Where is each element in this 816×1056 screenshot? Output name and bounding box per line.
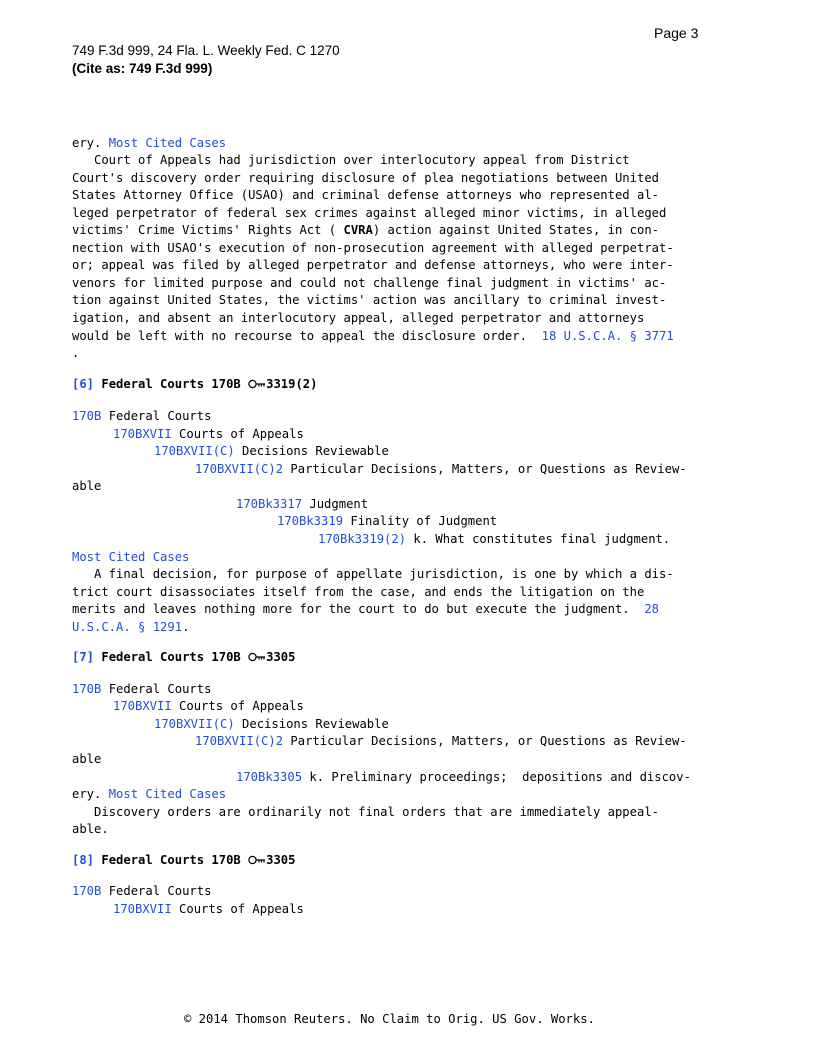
most-cited-cases-link[interactable]: Most Cited Cases	[108, 136, 227, 150]
topic-line: 170B Federal Courts	[72, 682, 212, 696]
topic-link[interactable]: 170BXVII	[113, 902, 172, 916]
topic-link[interactable]: 170BXVII(C)	[154, 717, 235, 731]
topic-line: 170BXVII(C) Decisions Reviewable	[154, 717, 389, 731]
text-line: U.S.C.A. § 1291.	[72, 620, 190, 634]
topic-line: 170BXVII(C) Decisions Reviewable	[154, 444, 389, 458]
topic-line: 170BXVII Courts of Appeals	[113, 699, 304, 713]
topic-line: 170B Federal Courts	[72, 884, 212, 898]
topic-line: 170BXVII Courts of Appeals	[113, 902, 304, 916]
citation: 749 F.3d 999, 24 Fla. L. Weekly Fed. C 1270	[72, 43, 340, 58]
text-line: nection with USAO's execution of non-prosecution agreement with alleged perpetrat-	[72, 241, 674, 255]
topic-line: ery. Most Cited Cases	[72, 787, 227, 801]
most-cited-cases-link[interactable]: Most Cited Cases	[108, 787, 227, 801]
topic-line: 170BXVII Courts of Appeals	[113, 427, 304, 441]
topic-line: 170BXVII(C)2 Particular Decisions, Matters, or Questions as Review-	[195, 462, 687, 476]
headnote-7-link[interactable]: [7]	[72, 650, 95, 664]
topic-link[interactable]: 170BXVII	[113, 427, 172, 441]
text-line: States Attorney Office (USAO) and criminal defense attorneys who represented al-	[72, 188, 659, 202]
key-icon	[248, 854, 266, 866]
most-cited-cases-link[interactable]: Most Cited Cases	[72, 550, 190, 564]
topic-line: 170B Federal Courts	[72, 409, 212, 423]
key-icon	[248, 651, 266, 663]
topic-link[interactable]: 170B	[72, 682, 102, 696]
statute-link[interactable]: 18 U.S.C.A. § 3771	[541, 329, 674, 343]
copyright-footer: © 2014 Thomson Reuters. No Claim to Orig. US Gov. Works.	[184, 1012, 595, 1026]
statute-link[interactable]: U.S.C.A. § 1291	[72, 620, 183, 634]
text-line: or; appeal was filed by alleged perpetrator and defense attorneys, who were inter-	[72, 258, 674, 272]
text-line: ery. Most Cited Cases	[72, 136, 227, 150]
topic-line: 170Bk3317 Judgment	[236, 497, 369, 511]
key-icon	[248, 378, 266, 390]
cvra-term: CVRA	[343, 223, 373, 237]
topic-link[interactable]: 170BXVII(C)2	[195, 734, 284, 748]
text-line: venors for limited purpose and could not challenge final judgment in victims' ac-	[72, 276, 667, 290]
topic-line: 170Bk3319 Finality of Judgment	[277, 514, 498, 528]
topic-link[interactable]: 170B	[72, 884, 102, 898]
headnote-6-link[interactable]: [6]	[72, 377, 95, 391]
headnote-7-heading: [7] Federal Courts 170B 3305	[72, 650, 296, 664]
text-line: Discovery orders are ordinarily not final orders that are immediately appeal-	[72, 805, 659, 819]
cite-as: (Cite as: 749 F.3d 999)	[72, 61, 213, 76]
text-line: Court's discovery order requiring disclosure of plea negotiations between United	[72, 171, 659, 185]
text-line: A final decision, for purpose of appellate jurisdiction, is one by which a dis-	[72, 567, 674, 581]
topic-line: 170BXVII(C)2 Particular Decisions, Matters, or Questions as Review-	[195, 734, 687, 748]
headnote-8-link[interactable]: [8]	[72, 853, 95, 867]
headnote-6-heading: [6] Federal Courts 170B 3319(2)	[72, 377, 318, 391]
topic-link[interactable]: 170Bk3317	[236, 497, 303, 511]
topic-line: able	[72, 479, 102, 493]
text-line: merits and leaves nothing more for the court to do but execute the judgment. 28	[72, 602, 660, 616]
topic-link[interactable]: 170Bk3319	[277, 514, 344, 528]
topic-line: 170Bk3305 k. Preliminary proceedings; depositions and discov-	[236, 770, 691, 784]
text-line: leged perpetrator of federal sex crimes against alleged minor victims, in alleged	[72, 206, 667, 220]
topic-link[interactable]: 170Bk3319(2)	[318, 532, 407, 546]
headnote-8-heading: [8] Federal Courts 170B 3305	[72, 853, 296, 867]
topic-line: 170Bk3319(2) k. What constitutes final judgment.	[318, 532, 671, 546]
text-line: trict court disassociates itself from the case, and ends the litigation on the	[72, 585, 645, 599]
statute-link[interactable]: 28	[644, 602, 660, 616]
topic-link[interactable]: 170Bk3305	[236, 770, 303, 784]
text-line: able.	[72, 822, 109, 836]
text-line: victims' Crime Victims' Rights Act ( CVRA) action against United States, in con-	[72, 223, 660, 237]
text-line: .	[72, 346, 80, 360]
page-number: Page 3	[654, 25, 699, 41]
topic-link[interactable]: 170BXVII	[113, 699, 172, 713]
text-line: Court of Appeals had jurisdiction over interlocutory appeal from District	[72, 153, 630, 167]
text-line: would be left with no recourse to appeal the disclosure order. 18 U.S.C.A. § 3771	[72, 329, 674, 343]
text-line: igation, and absent an interlocutory appeal, alleged perpetrator and attorneys	[72, 311, 645, 325]
topic-link[interactable]: 170BXVII(C)2	[195, 462, 284, 476]
topic-link[interactable]: 170BXVII(C)	[154, 444, 235, 458]
topic-line: able	[72, 752, 102, 766]
topic-link[interactable]: 170B	[72, 409, 102, 423]
text-line: tion against United States, the victims' action was ancillary to criminal invest-	[72, 293, 667, 307]
